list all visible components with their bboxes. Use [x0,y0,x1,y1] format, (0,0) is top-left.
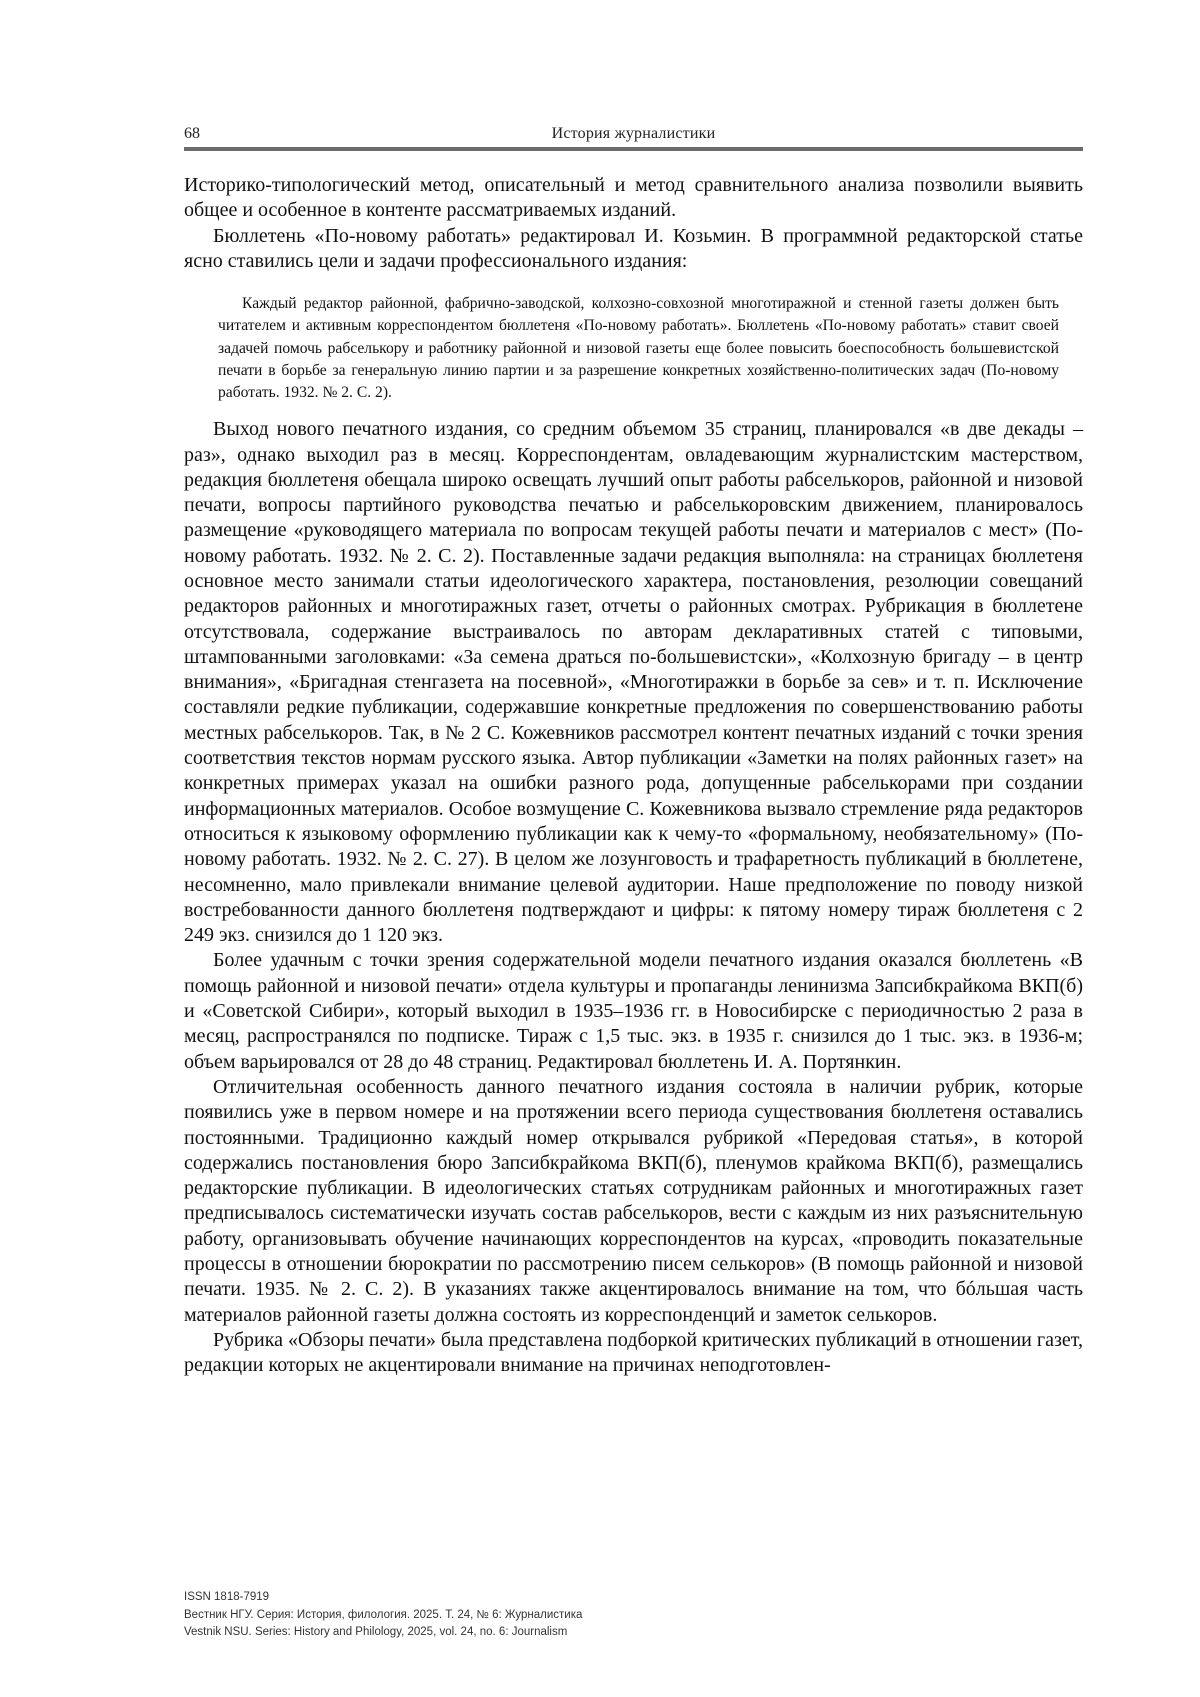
paragraph-1: Историко-типологический метод, описательный и метод сравнительного анализа позволили выявить общее и особенное в контенте рассматриваемых изданий. [184,173,1083,224]
footer-journal-en: Vestnik NSU. Series: History and Philology, 2025, vol. 24, no. 6: Journalism [184,1624,582,1642]
page-header [184,123,1083,149]
journal-page [0,0,1200,1697]
paragraph-5: Отличительная особенность данного печатного издания состояла в наличии рубрик, которые появились уже в первом номере и на протяжении всего периода существования бюллетеня оставались постоянными. Традиционно каждый номер открывался рубрикой «Передовая статья», в которой содержались постановления бюро Запсибкрайкома ВКП(б), пленумов крайкома ВКП(б), размещались редакторские публикации. В идеологических статьях сотрудникам районных и многотиражных газет предписывалось систематически изучать состав рабселькоров, вести с каждым из них разъяснительную работу, организовывать обучение начинающих корреспондентов на курсах, «проводить показательные процессы в отношении бюрократии по рассмотрению писем селькоров» (В помощь районной и низовой печати. 1935. № 2. С. 2). В указаниях также акцентировалось внимание на том, что бóльшая часть материалов районной газеты должна состоять из корреспонденций и заметок селькоров. [184,1075,1083,1328]
paragraph-4: Более удачным с точки зрения содержательной модели печатного издания оказался бюллетень «В помощь районной и низовой печати» отдела культуры и пропаганды ленинизма Запсибкрайкома ВКП(б) и «Советской Сибири», который выходил в 1935–1936 гг. в Новосибирске с периодичностью 2 раза в месяц, распространялся по подписке. Тираж с 1,5 тыс. экз. в 1935 г. снизился до 1 тыс. экз. в 1936-м; объем варьировался от 28 до 48 страниц. Редактировал бюллетень И. А. Портянкин. [184,948,1083,1074]
footer-issn: ISSN 1818-7919 [184,1589,582,1607]
paragraph-6: Рубрика «Обзоры печати» была представлена подборкой критических публикаций в отношении газет, редакции которых не акцентировали внимание на причинах неподготовлен- [184,1328,1083,1379]
footer-journal-ru: Вестник НГУ. Серия: История, филология. 2025. Т. 24, № 6: Журналистика [184,1607,582,1625]
header-rule [184,147,1083,151]
page-number: 68 [184,125,200,143]
paragraph-3: Выход нового печатного издания, со средним объемом 35 страниц, планировался «в две декады – раз», однако выходил раз в месяц. Корреспондентам, овладевающим журналистским мастерством, редакция бюллетеня обещала широко освещать лучший опыт работы рабселькоров, районной и низовой печати, вопросы партийного руководства печатью и рабселькоровским движением, планировалось размещение «руководящего материала по вопросам текущей работы печати и материалов с мест» (По-новому работать. 1932. № 2. С. 2). Поставленные задачи редакция выполняла: на страницах бюллетеня основное место занимали статьи идеологического характера, постановления, резолюции совещаний редакторов районных и многотиражных газет, отчеты о районных смотрах. Рубрикация в бюллетене отсутствовала, содержание выстраивалось по авторам декларативных статей с типовыми, штампованными заголовками: «За семена драться по-большевистски», «Колхозную бригаду – в центр внимания», «Бригадная стенгазета на посевной», «Многотиражки в борьбе за сев» и т. п. Исключение составляли редкие публикации, содержавшие конкретные предложения по совершенствованию работы местных рабселькоров. Так, в № 2 С. Кожевников рассмотрел контент печатных изданий с точки зрения соответствия текстов нормам русского языка. Автор публикации «Заметки на полях районных газет» на конкретных примерах указал на ошибки разного рода, допущенные рабселькорами при создании информационных материалов. Особое возмущение С. Кожевникова вызвало стремление ряда редакторов относиться к языковому оформлению публикации как к чему-то «формальному, необязательному» (По-новому работать. 1932. № 2. С. 27). В целом же лозунговость и трафаретность публикаций в бюллетене, несомненно, мало привлекали внимание целевой аудитории. Наше предположение по поводу низкой востребованности данного бюллетеня подтверждают и цифры: к пятому номеру тираж бюллетеня с 2 249 экз. снизился до 1 120 экз. [184,417,1083,948]
block-quote-text: Каждый редактор районной, фабрично-заводской, колхозно-совхозной многотиражной и стенной газеты должен быть читателем и активным корреспондентом бюллетеня «По-новому работать». Бюллетень «По-новому работать» ставит своей задачей помочь рабселькору и работнику районной и низовой газеты еще более повысить боеспособность большевистской печати в борьбе за генеральную линию партии и за разрешение конкретных хозяйственно-политических задач (По-новому работать. 1932. № 2. С. 2). [218,293,1059,404]
paragraph-2: Бюллетень «По-новому работать» редактировал И. Козьмин. В программной редакторской статье ясно ставились цели и задачи профессионального издания: [184,224,1083,275]
page-footer [184,1589,582,1642]
article-body [184,173,1083,1378]
running-title: История журналистики [184,125,1083,143]
block-quote [218,293,1059,404]
